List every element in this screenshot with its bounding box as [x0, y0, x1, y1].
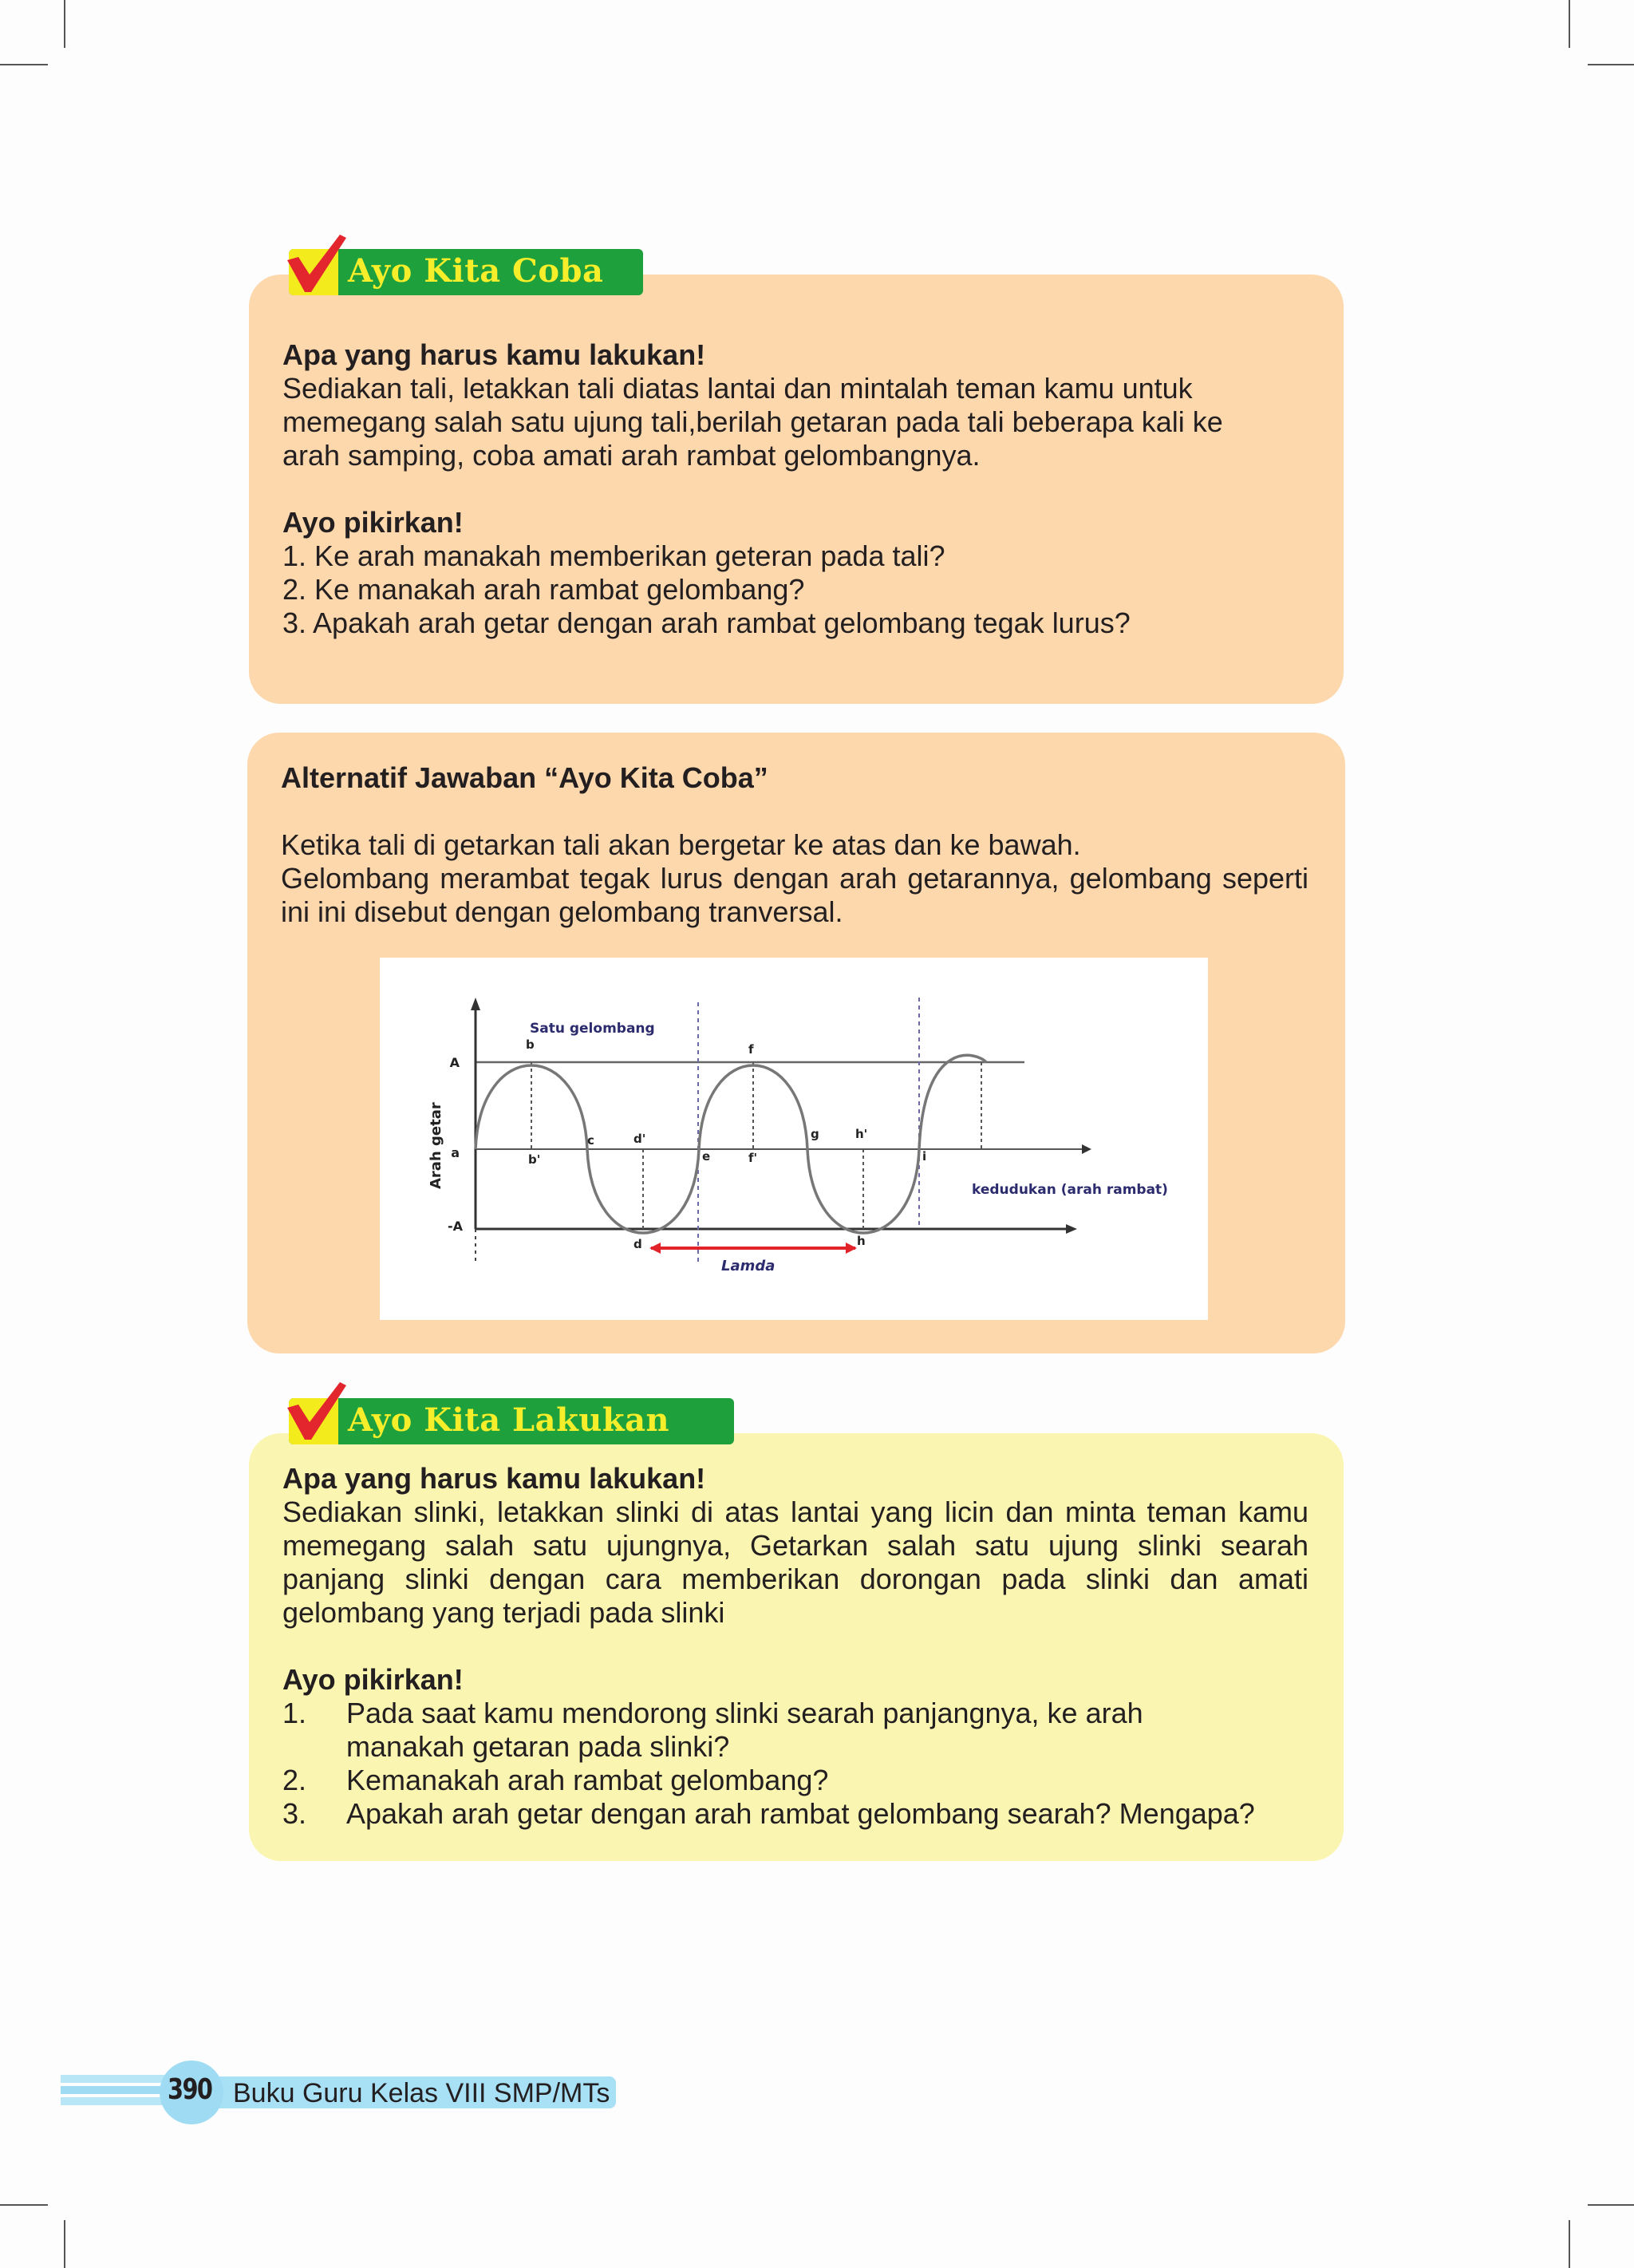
- badge-label: Ayo Kita Lakukan: [348, 1401, 670, 1439]
- point-label: b': [528, 1152, 541, 1167]
- instruction-line: arah samping, coba amati arah rambat gelombangnya.: [282, 439, 981, 472]
- crop-mark: [64, 0, 65, 48]
- crop-mark: [1569, 2220, 1570, 2268]
- section-heading: Apa yang harus kamu lakukan!: [282, 1462, 706, 1495]
- ayo-kita-lakukan-badge: [289, 1398, 734, 1444]
- badge-label: Ayo Kita Coba: [348, 252, 604, 290]
- answer-content: [281, 761, 1308, 929]
- answer-line: Ketika tali di getarkan tali akan bergetar ke atas dan ke bawah.: [281, 828, 1081, 861]
- crop-mark: [64, 2220, 65, 2268]
- question-item: 1. Ke arah manakah memberikan geteran pada tali?: [282, 539, 945, 572]
- book-title: Buku Guru Kelas VIII SMP/MTs: [233, 2078, 610, 2108]
- crop-mark: [0, 64, 48, 65]
- axis-arrowhead: [1066, 1224, 1077, 1234]
- point-label: c: [587, 1133, 594, 1148]
- footer: [61, 2075, 619, 2110]
- point-label: f: [748, 1042, 754, 1057]
- question-item: [282, 1764, 1308, 1797]
- checkmark-icon: [284, 233, 348, 297]
- tick-label-a: a: [451, 1145, 460, 1160]
- instruction-line: memegang salah satu ujung tali,berilah getaran pada tali beberapa kali ke: [282, 405, 1223, 438]
- crop-mark: [1588, 2204, 1634, 2206]
- answer-paragraph: Gelombang merambat tegak lurus dengan arah getarannya, gelombang seperti ini ini disebut dengan gelombang tranversal.: [281, 862, 1308, 928]
- question-number: 1.: [282, 1697, 307, 1729]
- wavelength-label: Lamda: [721, 1258, 776, 1274]
- section-heading: Ayo pikirkan!: [282, 506, 464, 539]
- arrowhead-left: [649, 1243, 661, 1254]
- question-text: Kemanakah arah rambat gelombang?: [346, 1764, 829, 1796]
- point-label: b: [526, 1037, 535, 1052]
- section-heading: Ayo pikirkan!: [282, 1663, 464, 1696]
- arrowhead-right: [846, 1243, 857, 1254]
- crop-mark: [1569, 0, 1570, 48]
- point-label: i: [922, 1149, 927, 1164]
- point-label: e: [702, 1149, 711, 1164]
- point-label: f': [748, 1151, 758, 1165]
- question-item: 3. Apakah arah getar dengan arah rambat gelombang tegak lurus?: [282, 607, 1131, 639]
- y-axis-label: Arah getar: [428, 1102, 444, 1189]
- point-label: d: [633, 1237, 642, 1251]
- point-label: d': [633, 1132, 646, 1146]
- axis-arrowhead: [471, 998, 480, 1010]
- ayo-kita-lakukan-content: [282, 1462, 1308, 1831]
- tick-label-neg-A: -A: [447, 1219, 463, 1234]
- question-number: 2.: [282, 1764, 307, 1796]
- x-axis-label: kedudukan (arah rambat): [972, 1182, 1168, 1198]
- point-label: h': [855, 1127, 868, 1141]
- diagram-title: Satu gelombang: [530, 1021, 655, 1037]
- question-item: [282, 1797, 1308, 1831]
- checkmark-icon: [284, 1381, 348, 1444]
- question-number: 3.: [282, 1797, 307, 1830]
- ayo-kita-coba-content: [282, 338, 1320, 640]
- crop-mark: [0, 2204, 48, 2206]
- question-text: Apakah arah getar dengan arah rambat gelombang searah? Mengapa?: [346, 1797, 1255, 1830]
- transverse-wave-diagram: [380, 958, 1208, 1320]
- instruction-line: Sediakan tali, letakkan tali diatas lantai dan mintalah teman kamu untuk: [282, 372, 1193, 405]
- wave-curve: [476, 1055, 986, 1233]
- question-item: [282, 1697, 1308, 1764]
- page-number: 390: [168, 2073, 212, 2106]
- question-text: Pada saat kamu mendorong slinki searah panjangnya, ke arah manakah getaran pada slinki?: [346, 1697, 1143, 1763]
- section-heading: Apa yang harus kamu lakukan!: [282, 338, 706, 371]
- answer-title: Alternatif Jawaban “Ayo Kita Coba”: [281, 761, 768, 794]
- crop-mark: [1588, 64, 1634, 65]
- axis-arrowhead: [1082, 1144, 1091, 1154]
- point-label: g: [811, 1127, 819, 1141]
- instruction-paragraph: Sediakan slinki, letakkan slinki di atas lantai yang licin dan minta teman kamu memegang salah satu ujungnya, Getarkan salah satu ujung slinki searah panjang slinki dengan cara memberikan dorongan pada slinki dan amati gelombang yang terjadi pada slinki: [282, 1496, 1308, 1629]
- question-item: 2. Ke manakah arah rambat gelombang?: [282, 573, 805, 606]
- point-label: h: [857, 1234, 866, 1248]
- tick-label-A: A: [449, 1055, 460, 1070]
- wave-svg: [380, 958, 1208, 1320]
